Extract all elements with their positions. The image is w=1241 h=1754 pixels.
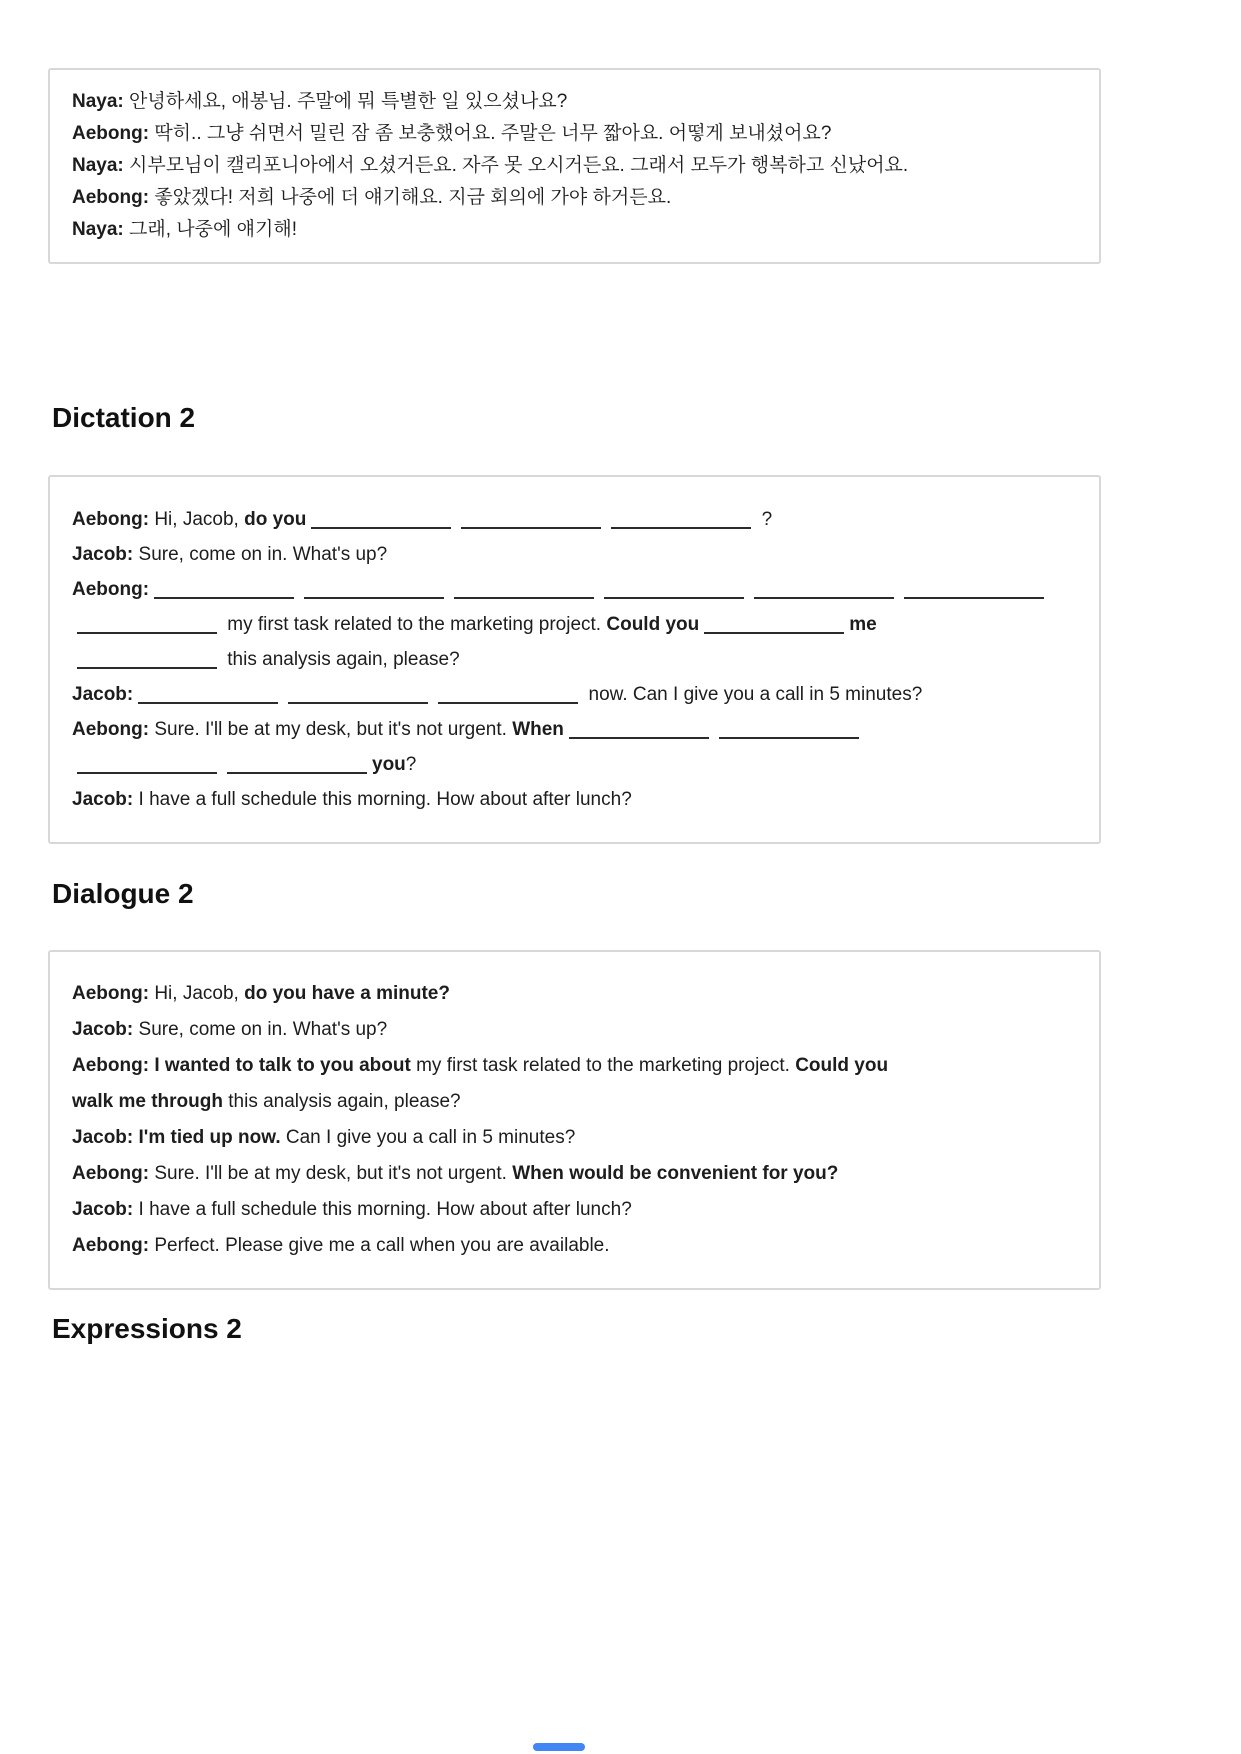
fill-in-blank xyxy=(288,696,428,704)
dialogue-line xyxy=(72,118,1077,150)
text-segment: ? xyxy=(756,509,773,530)
text-segment: 좋았겠다! 저희 나중에 더 얘기해요. 지금 회의에 가야 하거든요. xyxy=(149,187,672,208)
text-segment: my first task related to the marketing project. xyxy=(222,614,607,635)
dialogue-line xyxy=(72,572,1077,607)
text-segment: now. Can I give you a call in 5 minutes? xyxy=(583,684,923,705)
dialogue-line xyxy=(72,1048,1077,1084)
dialogue-line xyxy=(72,677,1077,712)
text-segment: Aebong: xyxy=(72,187,150,208)
fill-in-blank xyxy=(569,731,709,739)
text-segment: Naya: xyxy=(72,219,124,240)
dialogue-line xyxy=(72,1228,1077,1264)
fill-in-blank xyxy=(138,696,278,704)
fill-in-blank xyxy=(604,591,744,599)
fill-in-blank xyxy=(461,521,601,529)
text-segment: walk me through xyxy=(72,1091,223,1112)
text-segment: Jacob: xyxy=(72,1199,134,1220)
text-segment: Aebong: I wanted to talk to you about xyxy=(72,1055,411,1076)
text-segment: Naya: xyxy=(72,155,124,176)
dialogue-line xyxy=(72,607,1077,642)
dialogue-line xyxy=(72,976,1077,1012)
text-segment: When xyxy=(512,719,564,740)
text-segment: Jacob: xyxy=(72,789,134,810)
text-segment: 딱히.. 그냥 쉬면서 밀린 잠 좀 보충했어요. 주말은 너무 짧아요. 어떻게 보내셨어요? xyxy=(149,123,832,144)
dialogue-line xyxy=(72,502,1077,537)
text-segment: Jacob: I'm tied up now. xyxy=(72,1127,281,1148)
fill-in-blank xyxy=(77,661,217,669)
blue-indicator-bar xyxy=(533,1743,585,1751)
dialogue-line xyxy=(72,1192,1077,1228)
fill-in-blank xyxy=(227,766,367,774)
text-segment: When would be convenient for you? xyxy=(512,1163,839,1184)
fill-in-blank xyxy=(438,696,578,704)
dictation-exercise-card xyxy=(48,475,1101,844)
text-segment: Jacob: xyxy=(72,544,134,565)
dictation-heading: Dictation 2 xyxy=(52,402,196,433)
expressions-heading: Expressions 2 xyxy=(52,1313,242,1344)
text-segment: Perfect. Please give me a call when you are available. xyxy=(149,1235,610,1256)
text-segment: Aebong: xyxy=(72,983,150,1004)
text-segment: you xyxy=(372,754,406,775)
fill-in-blank xyxy=(304,591,444,599)
text-segment: Aebong: xyxy=(72,719,150,740)
dialogue-line xyxy=(72,1156,1077,1192)
text-segment: Aebong: xyxy=(72,509,150,530)
text-segment: ? xyxy=(405,754,417,775)
text-segment: 안녕하세요, 애봉님. 주말에 뭐 특별한 일 있으셨나요? xyxy=(123,91,568,112)
fill-in-blank xyxy=(77,626,217,634)
dialogue-line xyxy=(72,1120,1077,1156)
fill-in-blank xyxy=(719,731,859,739)
text-segment: Jacob: xyxy=(72,684,134,705)
fill-in-blank xyxy=(611,521,751,529)
text-segment: this analysis again, please? xyxy=(222,649,460,670)
fill-in-blank xyxy=(454,591,594,599)
text-segment: Aebong: xyxy=(72,579,150,600)
text-segment: 시부모님이 캘리포니아에서 오셨거든요. 자주 못 오시거든요. 그래서 모두가 행복하고 신났어요. xyxy=(123,155,909,176)
text-segment: Hi, Jacob, xyxy=(149,509,245,530)
dialogue-line xyxy=(72,1084,1077,1120)
dialogue-line xyxy=(72,86,1077,118)
text-segment: I have a full schedule this morning. How about after lunch? xyxy=(133,789,632,810)
text-segment: Hi, Jacob, xyxy=(149,983,245,1004)
text-segment: Jacob: xyxy=(72,1019,134,1040)
text-segment: Sure, come on in. What's up? xyxy=(133,544,388,565)
text-segment: Aebong: xyxy=(72,1163,150,1184)
text-segment: Naya: xyxy=(72,91,124,112)
dialogue-line xyxy=(72,642,1077,677)
text-segment: Aebong: xyxy=(72,123,150,144)
fill-in-blank xyxy=(77,766,217,774)
dialogue-line xyxy=(72,747,1077,782)
text-segment: Can I give you a call in 5 minutes? xyxy=(280,1127,576,1148)
fill-in-blank xyxy=(704,626,844,634)
dialogue-line xyxy=(72,214,1077,246)
korean-dialogue-card xyxy=(48,68,1101,264)
text-segment: do you have a minute? xyxy=(244,983,450,1004)
text-segment: 그래, 나중에 얘기해! xyxy=(123,219,297,240)
fill-in-blank xyxy=(904,591,1044,599)
fill-in-blank xyxy=(154,591,294,599)
text-segment: I have a full schedule this morning. How about after lunch? xyxy=(133,1199,632,1220)
dialogue-line xyxy=(72,1012,1077,1048)
dialogue-line xyxy=(72,150,1077,182)
text-segment: this analysis again, please? xyxy=(222,1091,461,1112)
text-segment: my first task related to the marketing project. xyxy=(410,1055,796,1076)
text-segment: Aebong: xyxy=(72,1235,150,1256)
dialogue-line xyxy=(72,537,1077,572)
text-segment: Sure, come on in. What's up? xyxy=(133,1019,388,1040)
fill-in-blank xyxy=(754,591,894,599)
dialogue-heading: Dialogue 2 xyxy=(52,878,194,909)
dialogue-line xyxy=(72,782,1077,817)
text-segment: Could you xyxy=(606,614,700,635)
text-segment: me xyxy=(849,614,877,635)
dialogue-line xyxy=(72,712,1077,747)
text-segment: do you xyxy=(244,509,307,530)
text-segment: Sure. I'll be at my desk, but it's not urgent. xyxy=(149,1163,513,1184)
dialogue-line xyxy=(72,182,1077,214)
fill-in-blank xyxy=(311,521,451,529)
dialogue-card xyxy=(48,950,1101,1290)
text-segment: Sure. I'll be at my desk, but it's not urgent. xyxy=(149,719,513,740)
text-segment: Could you xyxy=(795,1055,889,1076)
